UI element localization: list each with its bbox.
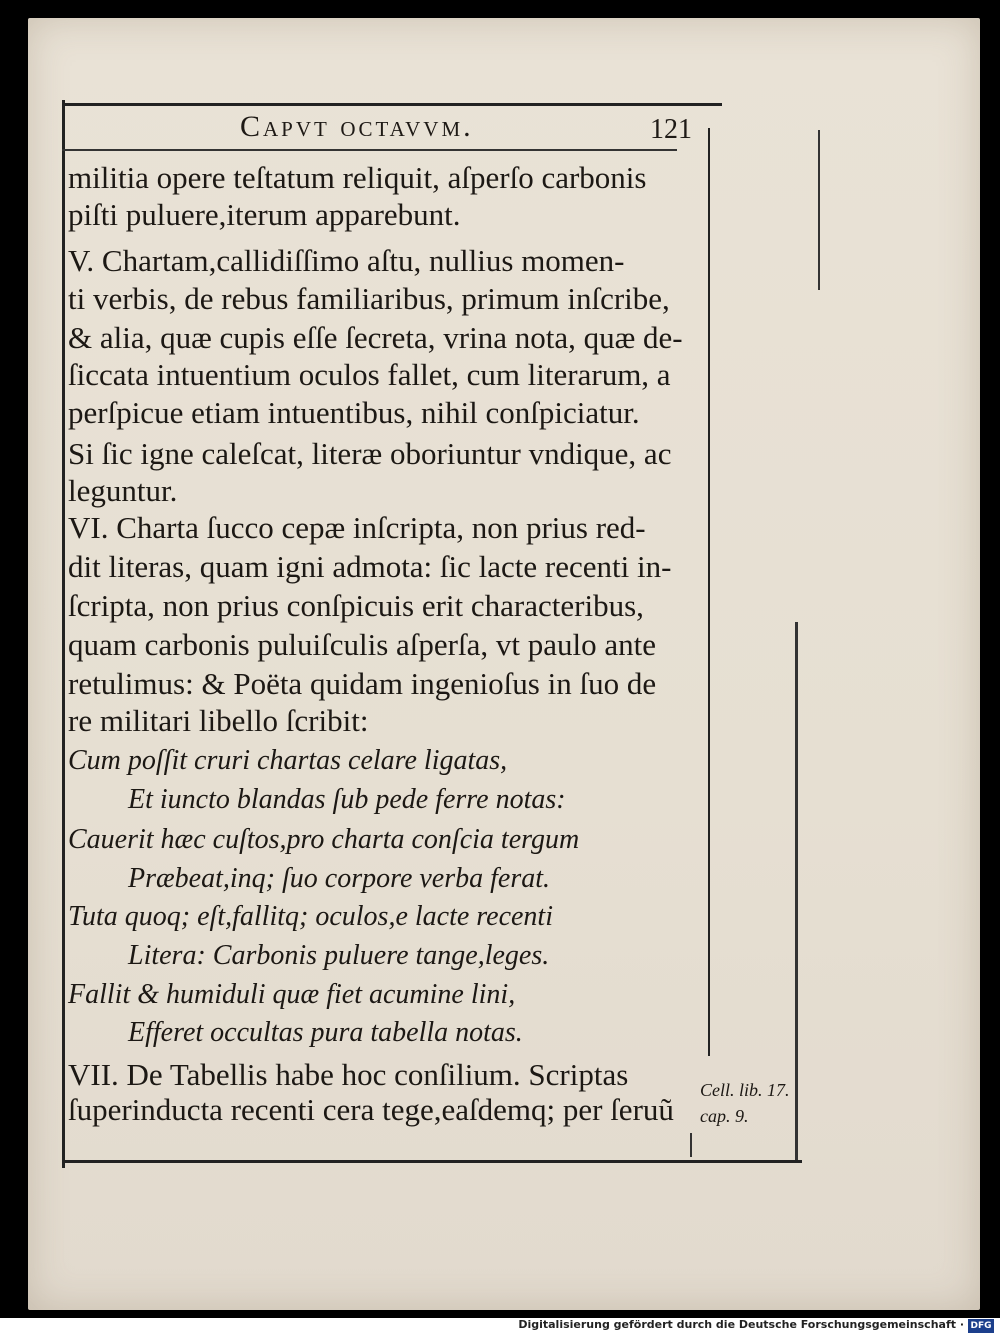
text-line: VII. De Tabellis habe hoc conſilium. Scriptas (68, 1057, 629, 1092)
header-rule (62, 149, 677, 151)
text-line: Præbeat,inq; ſuo corpore verba ferat. (128, 863, 551, 894)
text-line: V. Chartam,callidiſſimo aſtu, nullius momen- (68, 243, 625, 278)
text-line: ſuperinducta recenti cera tege,eaſdemq; per ſeruũ (68, 1092, 674, 1127)
text-line: ſiccata intuentium oculos fallet, cum literarum, a (68, 357, 671, 392)
text-line: retulimus: & Poëta quidam ingenioſus in ſuo de (68, 666, 657, 701)
right-margin-rule-lower (795, 622, 798, 1162)
text-line: Litera: Carbonis puluere tange,leges. (128, 940, 550, 971)
text-line: Tuta quoq; eſt,fallitq; oculos,e lacte recenti (68, 901, 553, 932)
text-line: & alia, quæ cupis eſſe ſecreta, vrina nota, quæ de- (68, 320, 683, 355)
right-frame-rule (708, 128, 710, 1056)
text-line: quam carbonis puluiſculis aſperſa, vt paulo ante (68, 627, 656, 662)
text-line: leguntur. (68, 473, 178, 508)
text-line: militia opere teſtatum reliquit, aſperſo carbonis (68, 160, 647, 195)
text-line: Fallit & humiduli quæ fiet acumine lini, (68, 979, 516, 1010)
text-line: dit literas, quam igni admota: ſic lacte recenti in- (68, 549, 672, 584)
right-margin-rule-upper (818, 130, 820, 290)
top-rule (62, 103, 722, 106)
page-number: 121 (650, 114, 692, 145)
text-line: Cum poſſit cruri chartas celare ligatas, (68, 745, 508, 776)
text-line: ti verbis, de rebus familiaribus, primum inſcribe, (68, 281, 670, 316)
text-line: re militari libello ſcribit: (68, 703, 369, 738)
text-line: Et iuncto blandas ſub pede ferre notas: (128, 784, 566, 815)
left-frame-rule (62, 100, 65, 1168)
marginal-note-line-2: cap. 9. (700, 1106, 749, 1126)
text-line: Si ſic igne caleſcat, literæ oboriuntur vndique, ac (68, 436, 672, 471)
text-line: perſpicue etiam intuentibus, nihil conſpiciatur. (68, 395, 640, 430)
text-line: piſti puluere,iterum apparebunt. (68, 197, 461, 232)
bottom-rule (62, 1160, 802, 1163)
text-line: Cauerit hæc cuſtos,pro charta conſcia tergum (68, 824, 580, 855)
gutter-mark (690, 1133, 692, 1157)
marginal-note-line-1: Cell. lib. 17. (700, 1080, 790, 1100)
text-line: Efferet occultas pura tabella notas. (128, 1017, 523, 1048)
dfg-logo: DFG (968, 1319, 994, 1333)
running-head: Capvt octavvm. (240, 110, 474, 143)
text-line: VI. Charta ſucco cepæ inſcripta, non prius red- (68, 510, 646, 545)
text-line: ſcripta, non prius conſpicuis erit characteribus, (68, 588, 644, 623)
footer-credit: Digitalisierung gefördert durch die Deutsche Forschungsgemeinschaft · (518, 1318, 964, 1331)
